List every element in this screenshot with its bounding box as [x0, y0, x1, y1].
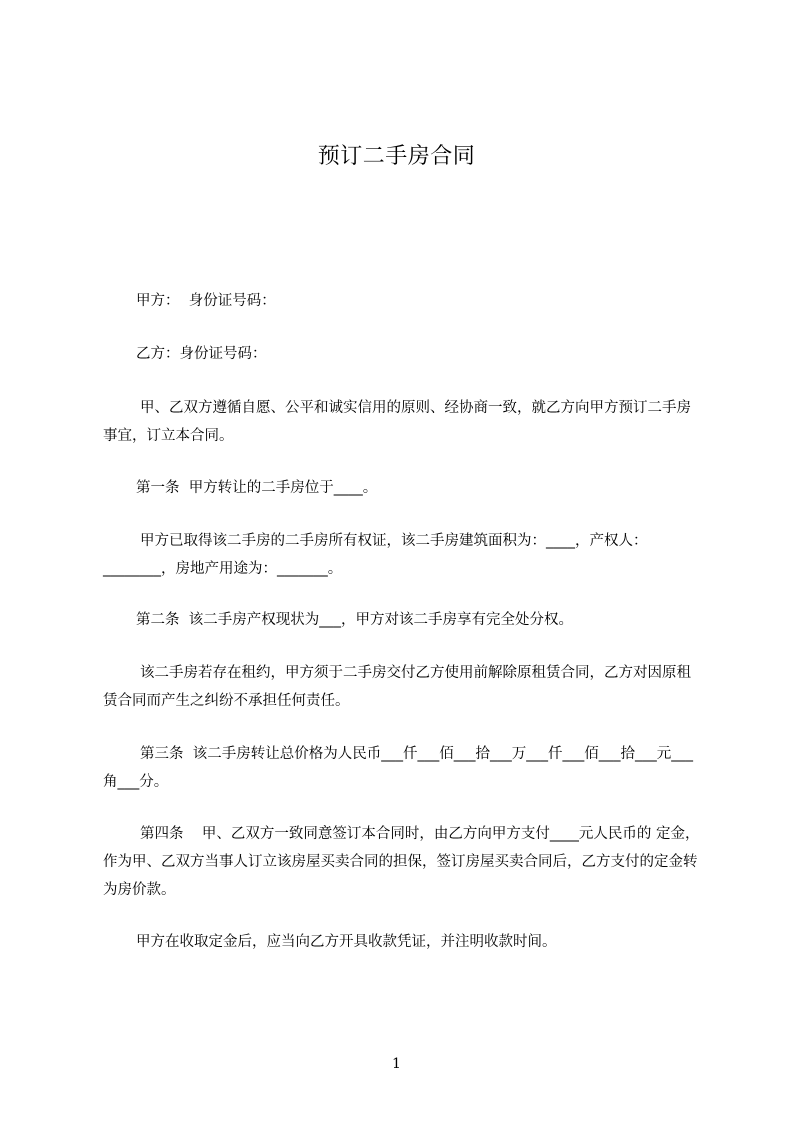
- article-2-paragraph: 第二条 该二手房产权现状为___，甲方对该二手房享有完全处分权。: [136, 612, 573, 628]
- article-4-paragraph: 第四条 甲、乙双方一致同意签订本合同时，由乙方向甲方支付____元人民币的 定金，作为甲、乙双方当事人订立该房屋买卖合同的担保，签订房屋买卖合同后，乙方支付的定金转为房价款。: [103, 826, 700, 898]
- preamble-paragraph: 甲、乙双方遵循自愿、公平和诚实信用的原则、经协商一致，就乙方向甲方预订二手房事宜，订立本合同。: [103, 400, 691, 444]
- receipt-paragraph: 甲方在收取定金后，应当向乙方开具收款凭证，并注明收款时间。: [136, 934, 557, 950]
- page-title: 预订二手房合同: [317, 144, 476, 169]
- lease-paragraph: 该二手房若存在租约，甲方须于二手房交付乙方使用前解除原租赁合同，乙方对因原租赁合同而产生之纠纷不承担任何责任。: [103, 665, 691, 709]
- ownership-paragraph: 甲方已取得该二手房的二手房所有权证，该二手房建筑面积为：____，产权人：________，房地产用途为：_______。: [103, 533, 648, 577]
- article-1-paragraph: 第一条 甲方转让的二手房位于____。: [136, 480, 378, 496]
- article-3-paragraph: 第三条 该二手房转让总价格为人民币___仟___佰___拾___万___仟___佰___拾___元___角___分。: [103, 746, 693, 790]
- party-a-line: 甲方： 身份证号码：: [136, 293, 276, 309]
- page-number: 1: [392, 1056, 401, 1072]
- party-b-line: 乙方：身份证号码：: [136, 346, 267, 362]
